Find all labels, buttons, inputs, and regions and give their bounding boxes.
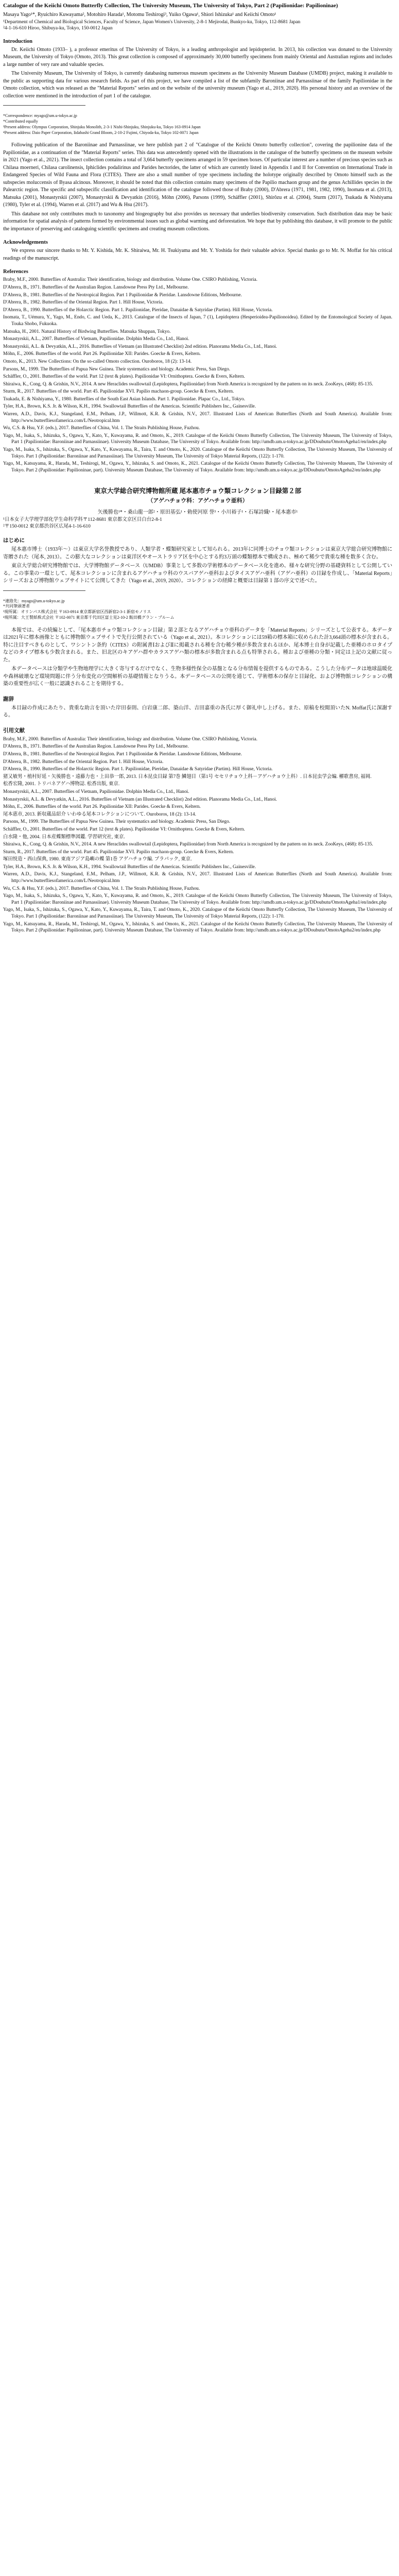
japanese-acknowledgements-heading: 謝辞 [3,696,14,702]
japanese-reference-item: Tyler, H.A., Brown, K.S. Jr. & Wilson, K.H., 1994. Swallowtail Butterflies of the Americas. Scientific Publishers Inc., Gainesville. [3,864,256,870]
japanese-reference-item: 白水隆・他, 2004. 日本産蝶類標準図鑑. 学習研究社, 東京. [3,834,125,840]
reference-item: Schäffler, O., 2001. Butterflies of the world. Part 12 (text & plates). Papilionidae VI: Ornithoptera. Goecke & Evers, Keltern. [3,374,245,380]
intro-paragraph-1: Dr. Keiichi Omoto (1933– ), a professor emeritus of The University of Tokyo, is a leading anthropologist and lepidopterist. In 2013, his collection was donated to the University Museum, the University of Tokyo (Omoto, 2013). This great collection is composed of approximately 30,000 butterfly specimens from mainly Oriental and Australian regions and includes a large number of very rare and valuable species. [3,46,392,67]
japanese-reference-item: Yago, M., Isaka, S., Ishizuka, S., Ogawa, Y., Kato, Y., Kuwayama, R., Taira, T. and Omoto, K., 2020. Catalogue of the Keiichi Omoto Butterfly Collection, The University Museum, The University of Tokyo. Part 1 (Papilionidae: Baroniinae and Parnassiinae). The University Museum, The University of Tokyo Material Reports, (122): 1-170. [3,907,392,920]
japanese-reference-item: Parsons, M., 1999. The Butterflies of Papua New Guinea. Their systematics and biology. Academic Press, San Diego. [3,819,231,825]
japanese-footnote-4: ⁴現所属：大王製紙株式会社 〒102-0071 東京都千代田区富士見2-10-2 飯田橋グラン・ブルーム [3,615,175,620]
footnote-4: ⁴Present address: Daio Paper Corporation, Iidabashi Grand Bloom, 2-10-2 Fujimi, Chiyoda-ku, Tokyo 102-0071 Japan [3,130,199,135]
english-section [3,2,392,473]
footnote-3: ³Present address: Olympus Corporation, Shinjuku Monolith, 2-3-1 Nishi-Shinjuku, Shinjuku-ku, Tokyo 163-0914 Japan [3,124,201,129]
japanese-section [3,486,392,934]
reference-item: Möhn, E., 2006. Butterflies of the world. Part 26. Papilionidae XII: Parides. Goecke & Evers, Keltern. [3,351,201,357]
acknowledgements-heading: Acknowledgements [3,240,48,246]
reference-item: Tsukada, E. & Nishiyama, Y., 1980. Butterflies of the South East Asian Islands. Part 1. Papilionidae. Plapac Co., Ltd., Tokyo. [3,396,246,402]
reference-item: D'Abrera, B., 1990. Butterflies of the Holarctic Region. Part 1. Papilionidae, Pieridae, Danaidae & Satyridae (Partim). Hill House, Victoria. [3,307,273,313]
japanese-reference-item: D'Abrera, B., 1981. Butterflies of the Neotropical Region. Part 1 Papilionidae & Pieridae. Lansdowne Editions, Melbourne. [3,751,242,757]
japanese-intro-paragraph-4: 本データベースは分類学や生物地理学に大きく寄与するだけでなく、生物多様性保全の基盤となる分布情報を提供するものである。こうした分布データは地球温暖化や森林破壊など環境問題に伴う分布変化の空間解析の基礎情報となりうる。本データベースの公開を通じて、学術標本の保存と目録化、および博物館コレクションの構築の重要性が広く一般に認識されることを期待する。 [3,666,392,687]
footnote-2: *Contributed equally [3,119,38,124]
japanese-reference-item: 猪又敏男・植村好延・矢後勝也・遠藤力也・上田恭一郎, 2013. 日本昆虫目録 第7巻 鱗翅目（第1号 セセリチョウ上科－アゲハチョウ上科）. 日本昆虫学会編. 櫂歌書房, 福岡. [3,774,372,779]
reference-item: Omoto, K., 2013. New Collections: On the so-called Omoto collection. Ouroboros, 18 (2): 13-14. [3,359,192,364]
article-authors: Masaya Yago¹*, Ryuichiro Kuwayama², Motohiro Harada¹, Motomu Teshirogi³, Yuiko Ogawa¹, Shiori Ishizuka¹ and Keiichi Omoto¹ [3,11,276,18]
japanese-footnote-3: ³現所属：オリンパス株式会社 〒163-0914 東京都新宿区西新宿2-3-1 新宿モノリス [3,609,151,615]
references-heading: References [3,269,28,275]
intro-paragraph-2: The University Museum, The University of Tokyo, is currently databasing numerous museum specimens as the University Museum Database (UMDB) project, making it available to the public as supporting data for various research fields. As part of this project, we have compiled a list of the subfamily Baroniinae and Parnassiinae of the family Papilionidae in the Omoto collection, which was released as the "Material Reports" series and on the website of the university museum (Yago et al., 2019, 2020). His personal history and an overview of the collection were mentioned in the introduction of part 1 of the catalogue. [3,71,392,99]
references-list [3,277,392,473]
footnotes [3,113,392,135]
japanese-affiliation-1: ¹日本女子大学理学部化学生命科学科〒112-8681 東京都文京区目白台2-8-1 [3,517,162,523]
reference-item: Monastyrskii, A.L., 2007. Butterflies of Vietnam, Papilionidae. Dolphin Media Co., Ltd., Hanoi. [3,336,189,342]
acknowledgements-text: We express our sincere thanks to Mr. Y. Kishida, Mr. K. Shiraiwa, Mr. H. Tsukiyama and Mr. Y. Yoshida for their valuable advice. Special thanks go to Mr. N. Moffat for his critical readings of the manuscript. [3,248,392,261]
japanese-affiliation-2: ²〒150-0012 東京都渋谷区広尾4-1-16-610 [3,523,91,529]
japanese-footnotes [3,599,392,621]
reference-item: Yago, M., Katsuyama, R., Harada, M., Teshirogi, M., Ogawa, Y., Ishizuka, S. and Omoto, K., 2021. Catalogue of the Keiichi Omoto Butterfly Collection, The University Museum, The University of Tokyo. Part 2 (Papilionidae: Papilioninae, part). University Museum Database, The University of Tokyo. Available from: http://umdb.um.u-tokyo.ac.jp/DDoubutu/OmotoAgeha2/en/index.php [3,461,392,473]
footnote-rule [3,105,85,107]
affiliation-1: ¹Department of Chemical and Biological Sciences, Faculty of Science, Japan Women's University, 2-8-1 Mejirodai, Bunkyo-ku, Tokyo, 112-8681 Japan [3,20,301,25]
japanese-reference-item: Monastyrskii, A.L., 2007. Butterflies of Vietnam, Papilionidae. Dolphin Media Co., Ltd., Hanoi. [3,789,189,794]
japanese-reference-item: Monastyrskii, A.L. & Devyatkin, A.L., 2016. Butterflies of Vietnam (an Illustrated Checklist) 2nd edition. Planorama Media Co., Ltd., Hanoi. [3,796,277,802]
japanese-reference-item: Braby, M.F., 2000. Butterflies of Australia: Their identification, biology and distribution. Volume One. CSIRO Publishing, Victoria. [3,736,257,742]
japanese-reference-item: D'Abrera, B., 1990. Butterflies of the Holarctic Region. Part 1. Papilionidae, Pieridae, Danaidae & Satyridae (Partim). Hill House, Victoria. [3,767,273,772]
japanese-reference-item: Möhn, E., 2006. Butterflies of the world. Part 26. Papilionidae XII: Parides. Goecke & Evers, Keltern. [3,804,201,810]
reference-item: Parsons, M., 1999. The Butterflies of Papua New Guinea. Their systematics and biology. Academic Press, San Diego. [3,366,231,372]
japanese-intro-paragraph-2: 東京大学総合研究博物館では、大学博物館データベース（UMDB）事業として多数の学術標本のデータベース化を進め、様々な研究分野の基礎資料として公開している。この事業の一環として、尾本コレクションに含まれるアゲハチョウ科のウスバアゲハ亜科およびタイスアゲハ亜科（アゲハ亜科）の目録を作成し、「Material Reports」シリーズおよび博物館ウェブサイトにて公開してきた（Yago et al., 2019, 2020）。コレクションの経緯と概要は目録第１部の序文で述べた。 [3,563,392,584]
reference-item: Tyler, H.A., Brown, K.S. Jr. & Wilson, K.H., 1994. Swallowtail Butterflies of the Americas. Scientific Publishers Inc., Gainesville. [3,404,256,410]
japanese-reference-item: Sturm, R., 2017. Butterflies of the world. Part 45. Papilionidae XVI. Papilio machaon-group. Goecke & Evers, Keltern. [3,849,234,855]
reference-item: D'Abrera, B., 1982. Butterflies of the Oriental Region. Part 1. Hill House, Victoria. [3,300,164,306]
japanese-footnote-rule [3,590,85,592]
introduction-heading: Introduction [3,38,32,44]
japanese-authors: 矢後勝也¹*・桑山龍一郎²・原田基弘¹・勅使河原 誉³・小川裕子¹・石塚詩織¹・尾本惠市¹ [97,510,298,516]
japanese-references-list [3,736,392,934]
japanese-subtitle: （アゲハチョウ科：アゲハチョウ亜科） [147,498,248,504]
document-page [3,2,392,2576]
reference-item: Wu, C.S. & Hsu, Y.F. (eds.), 2017. Butterflies of China, Vol. 1. The Straits Publishing House, Fuzhou. [3,426,200,431]
reference-item: Braby, M.F., 2000. Butterflies of Australia: Their identification, biology and distribution. Volume One. CSIRO Publishing, Victoria. [3,277,257,283]
affiliation-2: ²4-1-16-610 Hiroo, Shibuya-ku, Tokyo, 150-0012 Japan [3,26,113,31]
japanese-footnote-1: *連絡先：myago@um.u-tokyo.ac.jp [3,598,65,603]
japanese-reference-item: 松香宏隆, 2001. トリバネアゲハ博物誌. 松香出版, 東京. [3,782,120,787]
japanese-reference-item: Schäffler, O., 2001. Butterflies of the world. Part 12 (text & plates). Papilionidae VI: Ornithoptera. Goecke & Evers, Keltern. [3,826,245,832]
japanese-reference-item: Yago, M., Isaka, S., Ishizuka, S., Ogawa, Y., Kato, Y., Kuwayama, R. and Omoto, K., 2019. Catalogue of the Keiichi Omoto Butterfly Collection, The University Museum, The University of Tokyo, Part 1 (Papilionidae: Baroniinae and Parnassiinae). University Museum Database, The University of Tokyo. Available from: http://umdb.um.u-tokyo.ac.jp/DDoubutu/OmotoAgeha1/en/index.php [3,893,392,905]
japanese-reference-item: 塚田悦造・西山保典, 1980. 東南アジア島嶼の蝶 第1巻 アゲハチョウ編. プラパック, 東京. [3,857,192,862]
japanese-footnote-2: *共同筆頭著者 [3,604,30,609]
intro-paragraph-3: Following publication of the Baroniinae and Parnassiinae, we here publish part 2 of "Catalogue of the Keiichi Omoto butterfly collection", covering the papilionine data of the Papilionidae, as a continuation of the "Material Reports" series. This data was antecedently opened with the illustrations in the catalogue of the butterfly specimens on the museum website in 2021 (Yago et al., 2021). The insect collection contains a total of 3,664 butterfly specimens arranged in 59 specimen boxes. Of particular interest are a number of precious species such as Chilasa moerneri, Chilasa carolinensis, Iphiclides podalirinus and Parides hectorides, the latter of which are currently listed in Appendix I and II for Convention on International Trade in Endangered Species of Wild Fauna and Flora (CITES). There are also a small number of type specimens including the holotype originally described by Omoto himself such as the subspecies moluccensis of Byasa alcinous. Moreover, it should be noted that this collection contains many specimens of the Papilio machaon group and the genus Achillides species in the Palearctic region. The specific and subspecific classification and identification of the catalogue followed those of Braby (2000), D'Abrera (1971, 1981, 1982, 1990), Inomata et al. (2013), Matsuka (2001), Monastyrskii (2007), Monastyrskii & Devyatkin (2016), Möhn (2006), Parsons (1999), Schäffler (2001), Shirôzu et al. (2004), Sturm (2017), Tsukada & Nishiyama (1980), Tyler et al. (1994), Warren et al. (2017) and Wu & Hsu (2017). [3,142,392,208]
reference-item: Sturm, R., 2017. Butterflies of the world. Part 45. Papilionidae XVI. Papilio machaon-group. Goecke & Evers, Keltern. [3,389,234,395]
reference-item: Shiraiwa, K., Cong, Q. & Grishin, N.V., 2014. A new Heraclides swallowtail (Lepidoptera, Papilionidae) from North America is recognized by the pattern on its neck. ZooKeys, (468): 85-135. [3,381,373,387]
japanese-reference-item: Yago, M., Katsuyama, R., Harada, M., Teshirogi, M., Ogawa, Y., Ishizuka, S. and Omoto, K., 2021. Catalogue of the Keiichi Omoto Butterfly Collection, The University Museum, The University of Tokyo. Part 2 (Papilionidae: Papilioninae, part). University Museum Database, The University of Tokyo. Available from: http://umdb.um.u-tokyo.ac.jp/DDoubutu/OmotoAgeha2/en/index.php [3,921,392,934]
reference-item: Monastyrskii, A.L. & Devyatkin, A.L., 2016. Butterflies of Vietnam (an Illustrated Checklist) 2nd edition. Planorama Media Co., Ltd., Hanoi. [3,344,277,349]
japanese-reference-item: Wu, C.S. & Hsu, Y.F. (eds.), 2017. Butterflies of China, Vol. 1. The Straits Publishing House, Fuzhou. [3,886,200,891]
footnote-1: *Correspondence: myago@um.u-tokyo.ac.jp [3,113,77,118]
article-title: Catalogue of the Keiichi Omoto Butterfly Collection, The University Museum, The University of Tokyo, Part 2 (Papilionidae: Papilioninae) [3,3,338,9]
japanese-introduction-heading: はじめに [3,538,25,544]
japanese-acknowledgements-text: 本目録の作成にあたり、貴重な助言を頂いた岸田泰則、白岩康二郎、築山洋、吉田嘉重の各氏に厚く御礼申し上げる。また、原稿を校閲頂いたN. Moffat氏に深謝する。 [3,705,392,719]
reference-item: Inomata, T., Uémura, Y., Yago, M., Endo, C. and Ueda, K., 2013. Catalogue of the Insects of Japan, 7 (1), Lepidoptera (Hesperioidea-Papilionoidea). Edited by the Entomological Society of Japan. Touka Shobo, Fukuoka. [3,315,392,327]
japanese-reference-item: Shiraiwa, K., Cong, Q. & Grishin, N.V., 2014. A new Heraclides swallowtail (Lepidoptera, Papilionidae) from North America is recognized by the pattern on its neck. ZooKeys, (468): 85-135. [3,842,373,848]
japanese-reference-item: 尾本惠市, 2013. 新収蔵品紹介 いわゆる尾本コレクションについて. Ouroboros, 18 (2): 13-14. [3,811,196,817]
reference-item: D'Abrera, B., 1981. Butterflies of the Neotropical Region. Part 1 Papilionidae & Pieridae. Lansdowne Editions, Melbourne. [3,292,242,298]
japanese-reference-item: Warren, A.D., Davis, K.J., Stangeland, E.M., Pelham, J.P., Willmott, K.R. & Grishin, N.V., 2017. Illustrated Lists of American Butterflies (North and South America). Available from: http://www.butterfliesofamerica.com/L/Neotropical.htm [3,872,392,884]
reference-item: Warren, A.D., Davis, K.J., Stangeland, E.M., Pelham, J.P., Willmott, K.R. & Grishin, N.V., 2017. Illustrated Lists of American Butterflies (North and South America). Available from: http://www.butterfliesofamerica.com/L/Neotropical.htm [3,412,392,423]
intro-paragraph-4: This database not only contributes much to taxonomy and biogeography but also provides us necessary that underlies biodiversity conservation. Such distribution data may be basic information for spatial analysis of patterns formed by environmental issues such as global warming and deforestation. We hope that by publishing this database, it will promote to the public the importance of preserving and cataloguing scientific specimens and creating museum collections. [3,211,392,232]
reference-item: Yago, M., Isaka, S., Ishizuka, S., Ogawa, Y., Kato, Y., Kuwayama, R. and Omoto, K., 2019. Catalogue of the Keiichi Omoto Butterfly Collection, The University Museum, The University of Tokyo, Part 1 (Papilionidae: Baroniinae and Parnassiinae). University Museum Database, The University of Tokyo. Available from: http://umdb.um.u-tokyo.ac.jp/DDoubutu/OmotoAgeha1/en/index.php [3,433,392,445]
japanese-reference-item: D'Abrera, B., 1982. Butterflies of the Oriental Region. Part 1. Hill House, Victoria. [3,759,164,765]
reference-item: D'Abrera, B., 1971. Butterflies of the Australian Region. Lansdowne Press Pty Ltd., Melbourne. [3,284,189,290]
japanese-title: 東京大学総合研究博物館所蔵 尾本惠市チョウ類コレクション目録第２部 [94,487,302,495]
japanese-intro-paragraph-3: 本報では、その続編として、「尾本惠市チョウ類コレクション目録」第２部となるアゲハチョウ亜科のデータを「Material Reports」シリーズとして公表する。本データは2021年に標本画像とともに博物館ウェブサイトで先行公開されている（Yago et al., 2021）。本コレクションには59箱の標本箱に収められた計3,664頭の標本が含まれる。特に注目すべきものとして、ワシントン条約（CITES）の附属書ⅠおよびⅡに掲載される種を含む稀少種が多数含まれるほか、尾本博士自身が記載した亜種のホロタイプなどのタイプ標本も少数含まれる。また、旧北区のキアゲハ群やカラスアゲハ類の標本が多数含まれる点も特筆される。種および亜種の分類・同定は上記の文献に従った。 [3,627,392,663]
japanese-intro-paragraph-1: 尾本惠市博士（1933年～）は東京大学名誉教授であり、人類学者・蝶類研究家として知られる。2013年に同博士のチョウ類コレクションは東京大学総合研究博物館に寄贈された（尾本, 2013）。この膨大なコレクションは東洋区やオーストラリア区を中心とする約3万頭の蝶類標本で構成され、極めて稀少で貴重な種を数多く含む。 [3,547,392,560]
reference-item: Yago, M., Isaka, S., Ishizuka, S., Ogawa, Y., Kato, Y., Kuwayama, R., Taira, T. and Omoto, K., 2020. Catalogue of the Keiichi Omoto Butterfly Collection, The University Museum, The University of Tokyo. Part 1 (Papilionidae: Baroniinae and Parnassiinae). The University Museum, The University of Tokyo Material Reports, (122): 1-170. [3,447,392,459]
reference-item: Matsuka, H., 2001. Natural History of Birdwing Butterflies. Matsuka Shuppan, Tokyo. [3,329,171,334]
japanese-reference-item: D'Abrera, B., 1971. Butterflies of the Australian Region. Lansdowne Press Pty Ltd., Melbourne. [3,744,189,750]
japanese-references-heading: 引用文献 [3,727,25,734]
